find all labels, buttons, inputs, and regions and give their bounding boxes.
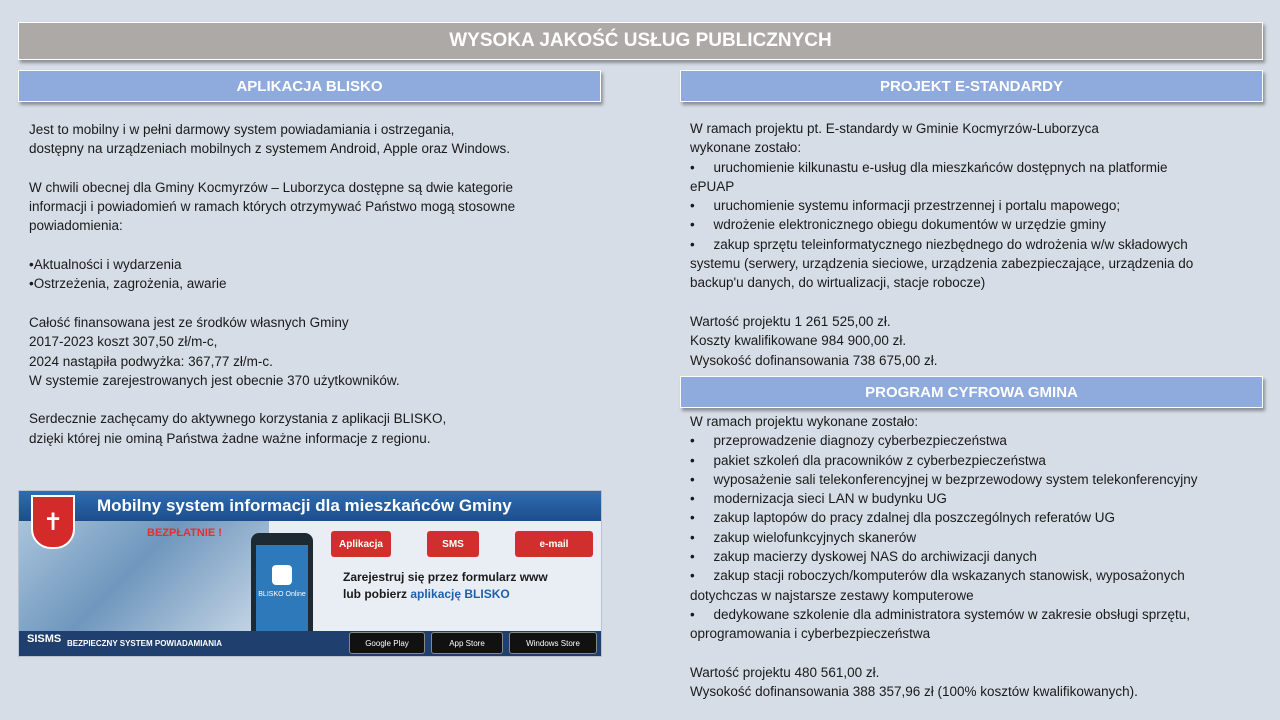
banner-footer: BEZPIECZNY SYSTEM POWIADAMIANIA — [19, 631, 601, 656]
category-item: •Aktualności i wydarzenia — [29, 257, 182, 273]
text-line: Serdecznie zachęcamy do aktywnego korzystania z aplikacji BLISKO, — [29, 411, 447, 427]
app-badge: Aplikacja — [331, 531, 391, 557]
list-item-cont: dotychczas w najstarsze zestawy komputerowe — [690, 587, 974, 603]
text-line: W systemie zarejestrowanych jest obecnie 370 użytkowników. — [29, 372, 400, 388]
list-item: • uruchomienie kilkunastu e-usług dla mieszkańców dostępnych na platformie — [690, 159, 1168, 175]
cyfrowa-gmina-description — [690, 412, 1260, 701]
text-line: powiadomienia: — [29, 218, 123, 234]
section-header-e-standardy: PROJEKT E-STANDARDY — [680, 70, 1263, 102]
cost-line: Wartość projektu 1 261 525,00 zł. — [690, 313, 891, 329]
page-title: WYSOKA JAKOŚĆ USŁUG PUBLICZNYCH — [18, 22, 1263, 60]
cost-line: Koszty kwalifikowane 984 900,00 zł. — [690, 333, 907, 349]
text-line: 2024 nastąpiła podwyżka: 367,77 zł/m-c. — [29, 353, 273, 369]
list-item: • zakup sprzętu teleinformatycznego niezbędnego do wdrożenia w/w składowych — [690, 236, 1188, 252]
list-item: • zakup laptopów do pracy zdalnej dla poszczególnych referatów UG — [690, 510, 1115, 526]
sisms-logo: SISMS — [27, 633, 62, 645]
register-app-name: aplikację BLISKO — [410, 587, 510, 601]
list-item: • przeprowadzenie diagnozy cyberbezpieczeństwa — [690, 433, 1007, 449]
text-line: W ramach projektu pt. E-standardy w Gminie Kocmyrzów-Luborzyca — [690, 121, 1099, 136]
phone-screen-text: BLISKO Online — [258, 591, 306, 598]
blisko-description — [29, 120, 594, 448]
banner-title: Mobilny system informacji dla mieszkańców Gminy — [19, 491, 601, 521]
register-line: Zarejestruj się przez formularz www — [343, 570, 548, 584]
app-store-badge: App Store — [431, 632, 503, 654]
list-item-cont: oprogramowania i cyberbezpieczeństwa — [690, 626, 931, 642]
text-line: 2017-2023 koszt 307,50 zł/m-c, — [29, 334, 218, 350]
blisko-logo-icon — [272, 565, 292, 585]
cost-line: Wysokość dofinansowania 388 357,96 zł (100% kosztów kwalifikowanych). — [690, 684, 1138, 700]
list-item-cont: ePUAP — [690, 178, 735, 194]
text-line: W ramach projektu wykonane zostało: — [690, 414, 919, 429]
cost-line: Wysokość dofinansowania 738 675,00 zł. — [690, 352, 938, 368]
text-line: wykonane zostało: — [690, 140, 802, 156]
register-line-2 — [343, 586, 583, 603]
list-item-cont: systemu (serwery, urządzenia sieciowe, urządzenia zabezpieczające, urządzenia do backup'u danych, do wirtualizacji, stacje robocze) — [690, 256, 1194, 291]
category-item: •Ostrzeżenia, zagrożenia, awarie — [29, 276, 227, 292]
list-item: • wdrożenie elektronicznego obiegu dokumentów w urzędzie gminy — [690, 217, 1106, 233]
email-badge: e-mail — [515, 531, 593, 557]
google-play-badge: Google Play — [349, 632, 425, 654]
text-line: Całość finansowana jest ze środków własnych Gminy — [29, 314, 349, 330]
text-line: Jest to mobilny i w pełni darmowy system powiadamiania i ostrzegania, — [29, 122, 455, 137]
list-item: • zakup stacji roboczych/komputerów dla wskazanych stanowisk, wyposażonych — [690, 568, 1185, 584]
banner-register-text — [343, 569, 583, 603]
text-line: dzięki której nie ominą Państwa żadne ważne informacje z regionu. — [29, 430, 431, 446]
text-line: informacji i powiadomień w ramach których otrzymywać Państwo mogą stosowne — [29, 199, 516, 215]
list-item: • modernizacja sieci LAN w budynku UG — [690, 491, 947, 507]
banner-free-label: BEZPŁATNIE ! — [147, 527, 222, 539]
text-line: dostępny na urządzeniach mobilnych z systemem Android, Apple oraz Windows. — [29, 141, 510, 157]
crest-icon: ✝ — [31, 495, 75, 549]
windows-store-badge: Windows Store — [509, 632, 597, 654]
sms-badge: SMS — [427, 531, 479, 557]
list-item: • zakup wielofunkcyjnych skanerów — [690, 529, 917, 545]
section-header-cyfrowa-gmina: PROGRAM CYFROWA GMINA — [680, 376, 1263, 408]
list-item: • zakup macierzy dyskowej NAS do archiwizacji danych — [690, 549, 1037, 565]
list-item: • dedykowane szkolenie dla administratora systemów w zakresie obsługi sprzętu, — [690, 606, 1190, 622]
section-header-blisko: APLIKACJA BLISKO — [18, 70, 601, 102]
phone-screen — [256, 545, 308, 637]
e-standardy-description — [690, 119, 1260, 370]
list-item: • uruchomienie systemu informacji przestrzennej i portalu mapowego; — [690, 198, 1121, 214]
text-line: W chwili obecnej dla Gminy Kocmyrzów – Luborzyca dostępne są dwie kategorie — [29, 179, 513, 195]
list-item: • wyposażenie sali telekonferencyjnej w bezprzewodowy system telekonferencyjny — [690, 471, 1198, 487]
list-item: • pakiet szkoleń dla pracowników z cyberbezpieczeństwa — [690, 452, 1046, 468]
cost-line: Wartość projektu 480 561,00 zł. — [690, 664, 880, 680]
register-line-prefix: lub pobierz — [343, 587, 407, 601]
blisko-banner — [18, 490, 602, 657]
